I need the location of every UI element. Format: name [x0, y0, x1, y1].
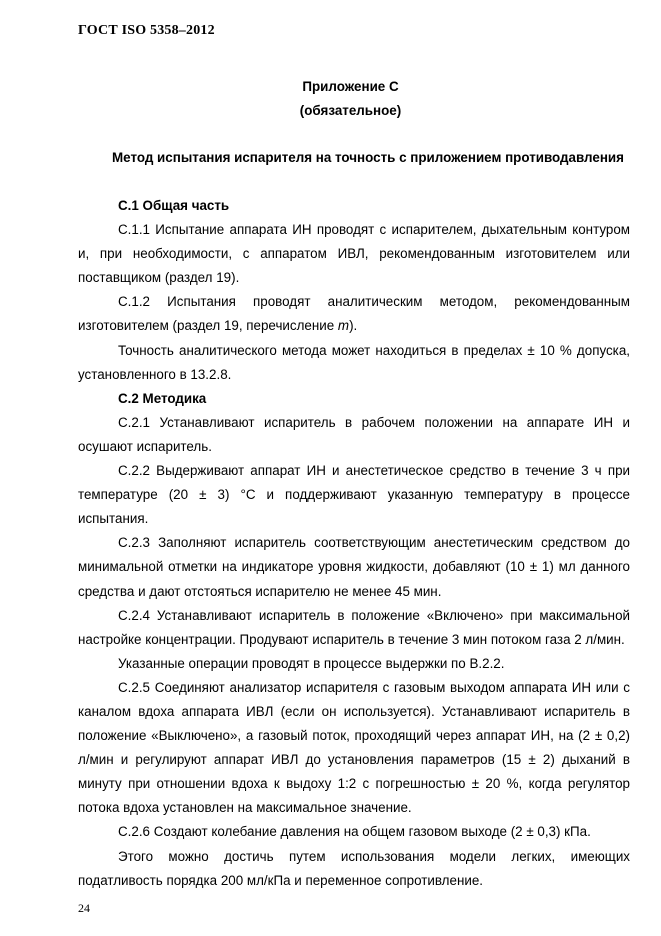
- standard-header: ГОСТ ISO 5358–2012: [78, 23, 215, 38]
- method-title: Метод испытания испарителя на точность с приложением противодавления: [112, 150, 624, 165]
- paragraph: С.2.1 Устанавливают испаритель в рабочем положении на аппарате ИН и осушают испаритель.: [78, 414, 630, 454]
- italic-item: m: [337, 318, 350, 334]
- paragraph: С.2.6 Создают колебание давления на общем газовом выходе (2 ± 0,3) кПа.: [118, 824, 591, 840]
- annex-subtitle: (обязательное): [299, 103, 402, 118]
- paragraph: С.1.1 Испытание аппарата ИН проводят с испарителем, дыхательным контуром и, при необходимости, с аппаратом ИВЛ, рекомендованным изготовителем или поставщиком (раздел 19).: [78, 222, 630, 286]
- paragraph: Указанные операции проводят в процессе выдержки по В.2.2.: [118, 655, 505, 671]
- section-heading: С.2 Методика: [118, 390, 207, 406]
- paragraph: [78, 290, 630, 338]
- annex-title: Приложение С: [302, 79, 399, 94]
- page-number: 24: [78, 901, 90, 915]
- paragraph-text: ).: [349, 318, 358, 334]
- paragraph: С.2.4 Устанавливают испаритель в положение «Включено» при максимальной настройке концентрации. Продувают испаритель в течение 3 мин потоком газа 2 л/мин.: [78, 607, 630, 647]
- paragraph-text: С.1.2 Испытания проводят аналитическим методом, рекомендованным изготовителем (раздел 19, перечисление: [78, 294, 630, 334]
- paragraph: С.2.5 Соединяют анализатор испарителя с газовым выходом аппарата ИН или с каналом вдоха аппарата ИВЛ (если он используется). Устанавливают испаритель в положение «Выключено», а газовый поток, проходящий через аппарат ИН, на (2 ± 0,2) л/мин и регулируют аппарат ИВЛ до установления параметров (15 ± 2) дыханий в минуту при отношении вдоха к выдоху 1:2 с погрешностью ± 20 %, когда регулятор потока вдоха установлен на максимальное значение.: [78, 679, 630, 816]
- paragraph: Этого можно достичь путем использования модели легких, имеющих податливость порядка 200 мл/кПа и переменное сопротивление.: [78, 848, 630, 888]
- body-text: [78, 194, 630, 893]
- paragraph: С.2.3 Заполняют испаритель соответствующим анестетическим средством до минимальной отметки на индикаторе уровня жидкости, добавляют (10 ± 1) мл данного средства и дают отстояться испарителю не менее 45 мин.: [78, 535, 630, 599]
- paragraph: Точность аналитического метода может находиться в пределах ± 10 % допуска, установленного в 13.2.8.: [78, 342, 630, 382]
- section-heading: С.1 Общая часть: [118, 198, 230, 213]
- paragraph: С.2.2 Выдерживают аппарат ИН и анестетическое средство в течение 3 ч при температуре (20 ± 3) °С и поддерживают указанную температуру в процессе испытания.: [78, 463, 630, 527]
